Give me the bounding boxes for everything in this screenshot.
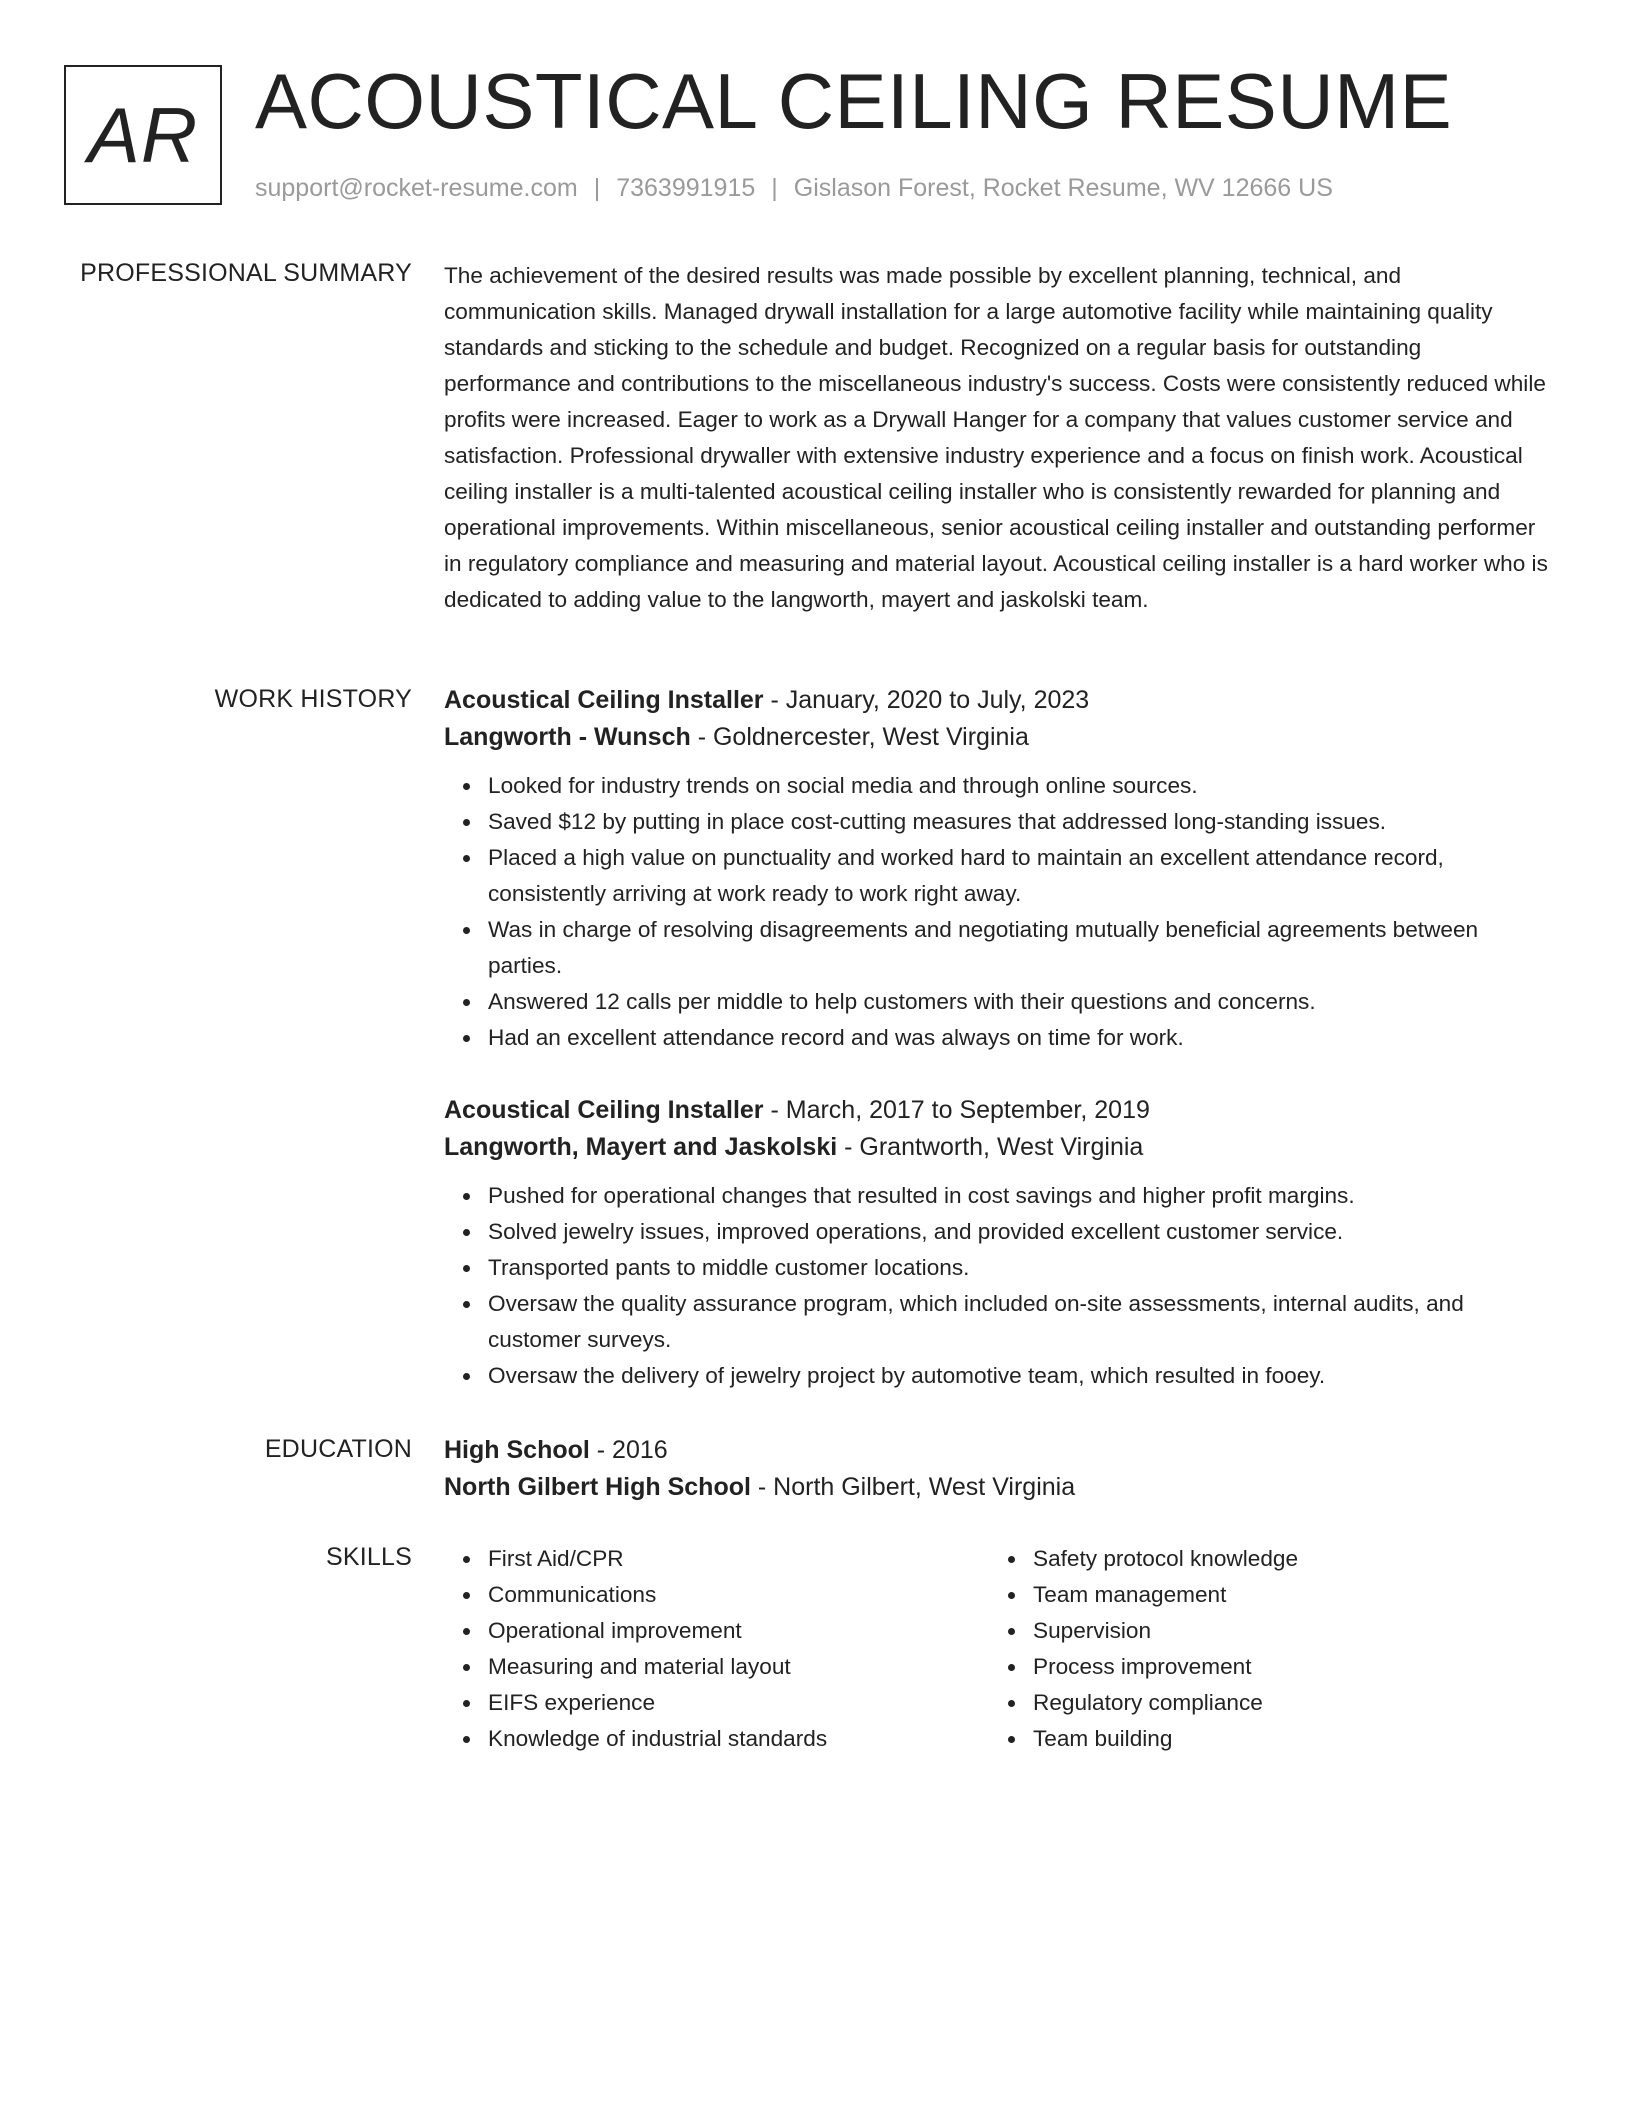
contact-separator: | [771, 174, 778, 202]
job-entry [444, 682, 1554, 1056]
education-year: - 2016 [589, 1436, 668, 1464]
job-bullet-item: Oversaw the quality assurance program, which included on-site assessments, internal audits, and customer surveys. [488, 1286, 1554, 1358]
skill-item: Knowledge of industrial standards [488, 1721, 989, 1757]
contact-address: Gislason Forest, Rocket Resume, WV 12666 US [793, 174, 1333, 202]
job-bullets [444, 1178, 1554, 1394]
section-label-work-history: WORK HISTORY [214, 685, 412, 713]
job-title-line [444, 682, 1554, 719]
skills-list-left [444, 1541, 989, 1757]
job-bullet-item: Was in charge of resolving disagreements and negotiating mutually beneficial agreements between parties. [488, 912, 1554, 984]
section-label-education: EDUCATION [264, 1435, 412, 1463]
skill-item: Process improvement [1033, 1649, 1534, 1685]
skills-grid [444, 1541, 1554, 1757]
job-dates: - March, 2017 to September, 2019 [763, 1096, 1150, 1124]
resume-header [64, 57, 1564, 210]
job-location: - Goldnercester, West Virginia [690, 723, 1029, 751]
job-location: - Grantworth, West Virginia [837, 1133, 1144, 1161]
job-bullet-item: Oversaw the delivery of jewelry project by automotive team, which resulted in fooey. [488, 1358, 1554, 1394]
job-bullet-item: Answered 12 calls per middle to help customers with their questions and concerns. [488, 984, 1554, 1020]
job-bullet-item: Placed a high value on punctuality and worked hard to maintain an excellent attendance record, consistently arriving at work ready to work right away. [488, 840, 1554, 912]
education-location: - North Gilbert, West Virginia [750, 1473, 1076, 1501]
education-school-line [444, 1469, 1554, 1506]
job-company: Langworth, Mayert and Jaskolski [444, 1133, 838, 1161]
jobs-list [444, 682, 1554, 1394]
initials-monogram: AR [64, 65, 222, 205]
contact-phone: 7363991915 [616, 174, 756, 202]
section-label-skills: SKILLS [326, 1543, 412, 1571]
job-company-line [444, 719, 1554, 756]
job-entry [444, 1092, 1554, 1394]
job-bullets [444, 768, 1554, 1056]
skill-item: Measuring and material layout [488, 1649, 989, 1685]
skill-item: Operational improvement [488, 1613, 989, 1649]
skill-item: EIFS experience [488, 1685, 989, 1721]
summary-body [444, 258, 1554, 618]
job-bullet-item: Pushed for operational changes that resulted in cost savings and higher profit margins. [488, 1178, 1554, 1214]
contact-email: support@rocket-resume.com [255, 174, 578, 202]
education-body [444, 1432, 1554, 1506]
job-bullet-item: Transported pants to middle customer locations. [488, 1250, 1554, 1286]
contact-separator: | [593, 174, 601, 202]
job-company: Langworth - Wunsch [444, 723, 691, 751]
skill-item: First Aid/CPR [488, 1541, 989, 1577]
skill-item: Safety protocol knowledge [1033, 1541, 1534, 1577]
skill-item: Supervision [1033, 1613, 1534, 1649]
job-bullet-item: Looked for industry trends on social media and through online sources. [488, 768, 1554, 804]
resume-title: ACOUSTICAL CEILING RESUME [255, 57, 1453, 145]
skills-body [444, 1541, 1554, 1757]
education-degree-line [444, 1432, 1554, 1469]
skill-item: Team management [1033, 1577, 1534, 1613]
skills-column-right [989, 1541, 1534, 1757]
skills-list-right [989, 1541, 1534, 1757]
job-bullet-item: Had an excellent attendance record and was always on time for work. [488, 1020, 1554, 1056]
section-label-summary: PROFESSIONAL SUMMARY [80, 259, 412, 287]
skill-item: Communications [488, 1577, 989, 1613]
summary-text: The achievement of the desired results was made possible by excellent planning, technical, and communication skills. Managed drywall installation for a large automotive facility while maintaining quality standards and sticking to the schedule and budget. Recognized on a regular basis for outstanding performance and contributions to the miscellaneous industry's success. Costs were consistently reduced while profits were increased. Eager to work as a Drywall Hanger for a company that values customer service and satisfaction. Professional drywaller with extensive industry experience and a focus on finish work. Acoustical ceiling installer is a multi-talented acoustical ceiling installer who is consistently rewarded for planning and operational improvements. Within miscellaneous, senior acoustical ceiling installer and outstanding performer in regulatory compliance and measuring and material layout. Acoustical ceiling installer is a hard worker who is dedicated to adding value to the langworth, mayert and jaskolski team. [444, 263, 1548, 612]
skill-item: Regulatory compliance [1033, 1685, 1534, 1721]
contact-line [255, 173, 1333, 203]
job-company-line [444, 1129, 1554, 1166]
job-title: Acoustical Ceiling Installer [444, 1096, 764, 1124]
skills-column-left [444, 1541, 989, 1757]
education-degree: High School [444, 1436, 590, 1464]
job-bullet-item: Saved $12 by putting in place cost-cutting measures that addressed long-standing issues. [488, 804, 1554, 840]
job-title-line [444, 1092, 1554, 1129]
job-title: Acoustical Ceiling Installer [444, 686, 764, 714]
job-bullet-item: Solved jewelry issues, improved operations, and provided excellent customer service. [488, 1214, 1554, 1250]
skill-item: Team building [1033, 1721, 1534, 1757]
work-history-body [444, 682, 1554, 1416]
job-dates: - January, 2020 to July, 2023 [763, 686, 1090, 714]
education-school: North Gilbert High School [444, 1473, 751, 1501]
